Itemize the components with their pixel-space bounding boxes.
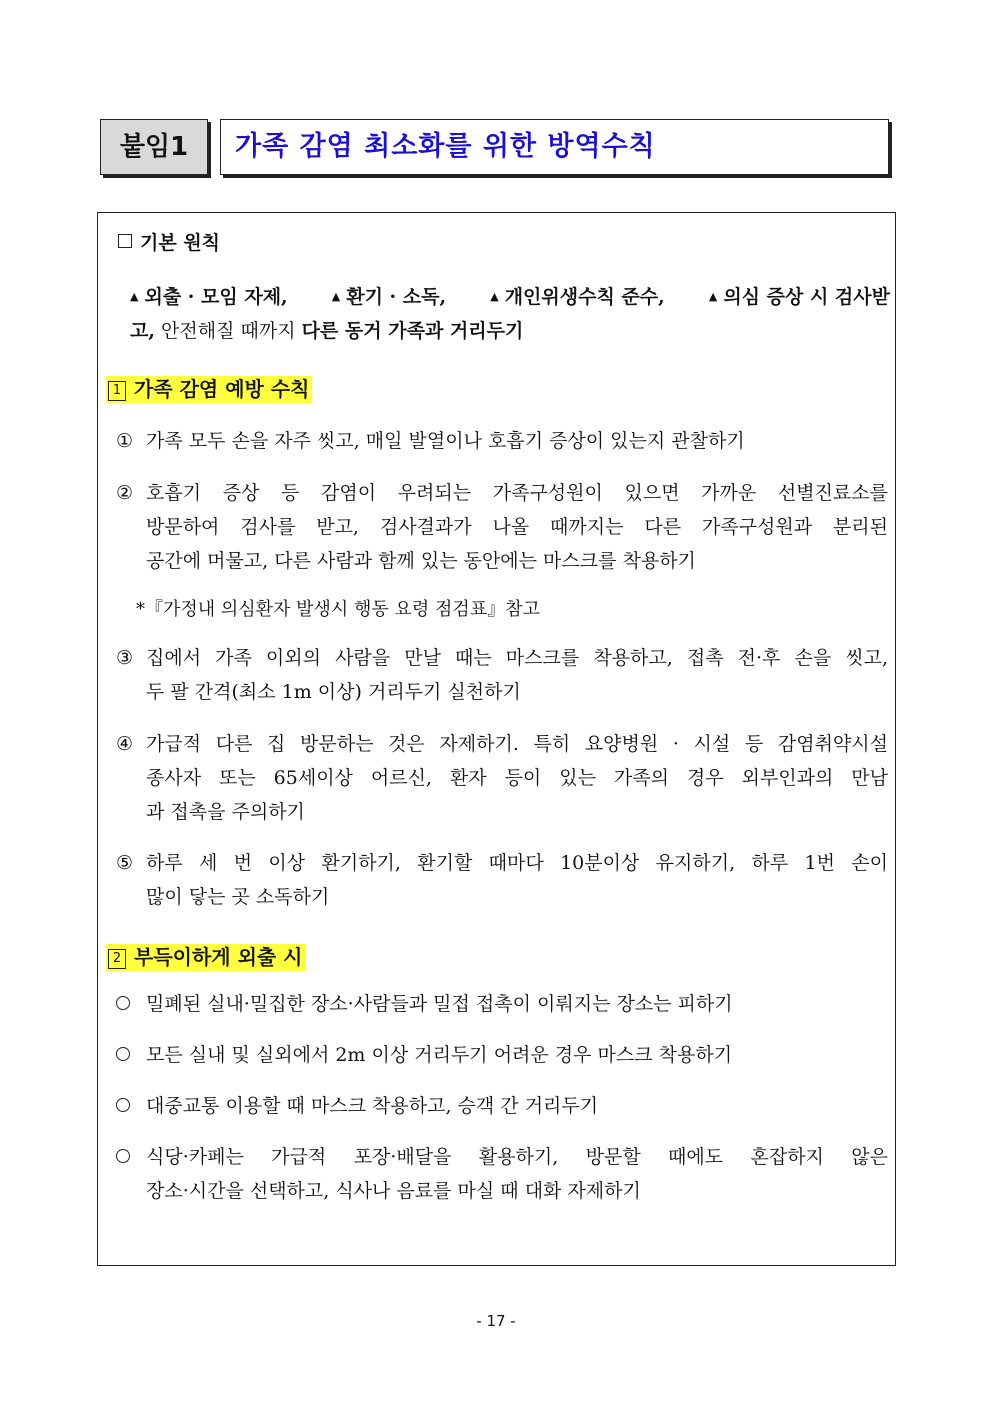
section-2-title: 부득이하게 외출 시 xyxy=(134,945,303,969)
reference-note: *『가정내 의심환자 발생시 행동 요령 점검표』참고 xyxy=(136,599,540,620)
basic-principles-line-1 xyxy=(130,282,890,309)
triangle-bullet-icon: ▲ xyxy=(331,290,341,303)
section-1-highlight xyxy=(106,376,312,403)
document-header xyxy=(100,119,892,179)
triangle-bullet-icon: ▲ xyxy=(490,290,499,303)
circle-bullet-icon xyxy=(116,1047,130,1061)
section-number-box: 1 xyxy=(108,381,126,401)
item-number: ② xyxy=(116,482,134,504)
triangle-bullet-icon: ▲ xyxy=(708,290,718,303)
section-2-heading xyxy=(106,941,306,970)
circle-bullet-icon xyxy=(116,1149,130,1163)
item-number: ③ xyxy=(116,647,134,669)
item-number: ① xyxy=(116,430,134,452)
basic-principles-line-2: 고, 안전해질 때까지 다른 동거 가족과 거리두기 xyxy=(130,320,524,342)
basic-principles-heading xyxy=(118,228,220,255)
principle-bullet: ▲ 환기 · 소독, xyxy=(331,286,447,308)
item-number: ④ xyxy=(116,733,134,755)
principle-bullet: ▲ 외출 · 모임 자제, xyxy=(130,286,288,308)
circle-bullet-icon xyxy=(116,996,130,1010)
section-2-highlight xyxy=(106,944,306,971)
principle-bullet: ▲ 개인위생수칙 준수, xyxy=(490,286,665,308)
basic-heading-label: 기본 원칙 xyxy=(140,232,221,254)
document-title: 가족 감염 최소화를 위한 방역수칙 xyxy=(235,131,656,162)
section-1-heading xyxy=(106,373,312,402)
section-1-title: 가족 감염 예방 수칙 xyxy=(134,377,310,401)
circle-bullet-icon xyxy=(116,1098,130,1112)
principle-bullet: ▲ 의심 증상 시 검사받 xyxy=(708,286,890,308)
checkbox-icon xyxy=(118,234,132,248)
page-number: - 17 - xyxy=(476,1312,516,1330)
attachment-tag: 붙임1 xyxy=(100,119,208,175)
section-number-box: 2 xyxy=(108,949,126,969)
triangle-bullet-icon: ▲ xyxy=(130,290,139,303)
item-number: ⑤ xyxy=(116,852,134,874)
title-box xyxy=(220,119,889,175)
